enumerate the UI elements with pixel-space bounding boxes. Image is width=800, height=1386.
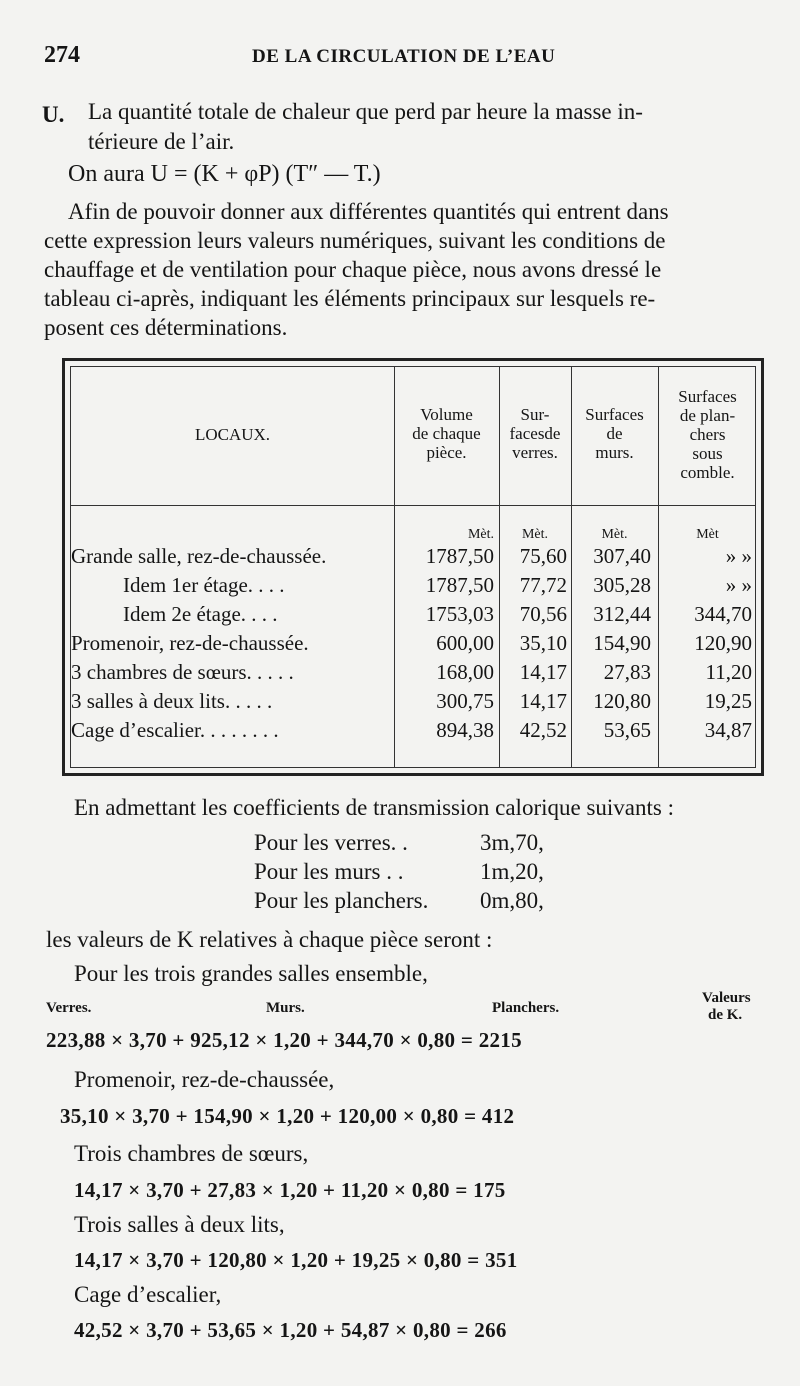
header-planchers: Surfaces de plan- chers sous comble. xyxy=(678,387,737,482)
k-section-title: Trois salles à deux lits, xyxy=(74,1212,285,1237)
k-intro: les valeurs de K relatives à chaque pièce seront : xyxy=(46,927,493,952)
cell-murs: 305,28 xyxy=(593,573,651,597)
coefficient-label: Pour les verres. . xyxy=(254,830,408,855)
k-equation: 223,88 × 3,70 + 925,12 × 1,20 + 344,70 × 0,80 = 2215 xyxy=(46,1028,522,1052)
coefficient-value: 3m,70, xyxy=(480,830,544,855)
cell-verres: 14,17 xyxy=(519,689,567,713)
k-col-planchers: Planchers. xyxy=(492,1000,560,1016)
coefficient-label: Pour les murs . . xyxy=(254,859,404,884)
k-section-title: Cage d’escalier, xyxy=(74,1282,222,1307)
header-murs: Surfaces de murs. xyxy=(585,405,644,462)
cell-planchers: 344,70 xyxy=(694,602,752,626)
k-equation: 14,17 × 3,70 + 120,80 × 1,20 + 19,25 × 0,80 = 351 xyxy=(74,1248,518,1272)
cell-verres: 75,60 xyxy=(519,544,567,568)
cell-murs: 312,44 xyxy=(593,602,651,626)
paragraph-line-2: cette expression leurs valeurs numériques, suivant les conditions de xyxy=(44,228,666,253)
k-equation: 14,17 × 3,70 + 27,83 × 1,20 + 11,20 × 0,80 = 175 xyxy=(74,1178,506,1202)
cell-verres: 70,56 xyxy=(519,602,567,626)
cell-volume: 1787,50 xyxy=(425,544,494,568)
k-col-valeurs: Valeurs xyxy=(702,990,751,1006)
cell-planchers: 11,20 xyxy=(705,660,752,684)
coefficients-intro: En admettant les coefficients de transmission calorique suivants : xyxy=(74,795,674,820)
cell-volume: 600,00 xyxy=(436,631,494,655)
cell-verres: 35,10 xyxy=(519,631,567,655)
paragraph-line-1: Afin de pouvoir donner aux différentes quantités qui entrent dans xyxy=(68,199,669,224)
cell-planchers: 19,25 xyxy=(704,689,752,713)
page-number: 274 xyxy=(44,42,80,68)
cell-murs: 27,83 xyxy=(603,660,651,684)
cell-planchers: » » xyxy=(725,573,752,597)
row-label: Promenoir, rez-de-chaussée. xyxy=(71,631,309,655)
k-col-verres: Verres. xyxy=(46,1000,92,1016)
formula: On aura U = (K + φP) (T″ — T.) xyxy=(68,161,381,187)
header-divider xyxy=(71,505,755,506)
cell-verres: 77,72 xyxy=(519,573,567,597)
cell-volume: 168,00 xyxy=(436,660,494,684)
header-verres: Sur- facesde verres. xyxy=(509,405,561,462)
row-label: Idem 1er étage. . . . xyxy=(123,573,285,597)
cell-volume: 894,38 xyxy=(436,718,494,742)
unit-murs: Mèt. xyxy=(601,527,628,542)
k-equation: 42,52 × 3,70 + 53,65 × 1,20 + 54,87 × 0,80 = 266 xyxy=(74,1318,507,1342)
cell-volume: 1753,03 xyxy=(425,602,494,626)
cell-planchers: 120,90 xyxy=(694,631,752,655)
coefficient-value: 0m,80, xyxy=(480,888,544,913)
k-equation: 35,10 × 3,70 + 154,90 × 1,20 + 120,00 × 0,80 = 412 xyxy=(60,1104,515,1128)
cell-planchers: 34,87 xyxy=(704,718,752,742)
cell-murs: 307,40 xyxy=(593,544,651,568)
definition-letter: U. xyxy=(42,102,65,127)
row-label: Grande salle, rez-de-chaussée. xyxy=(71,544,327,568)
cell-volume: 1787,50 xyxy=(425,573,494,597)
cell-volume: 300,75 xyxy=(436,689,494,713)
cell-verres: 42,52 xyxy=(519,718,567,742)
k-section-title: Trois chambres de sœurs, xyxy=(74,1141,309,1166)
cell-planchers: » » xyxy=(725,544,752,568)
unit-volume: Mèt. xyxy=(467,527,494,542)
paragraph-line-4: tableau ci-après, indiquant les éléments principaux sur lesquels re- xyxy=(44,286,656,311)
k-section-title: Pour les trois grandes salles ensemble, xyxy=(74,961,428,986)
definition-line-2: térieure de l’air. xyxy=(88,129,235,154)
cell-murs: 120,80 xyxy=(593,689,651,713)
unit-planchers: Mèt xyxy=(696,527,719,542)
paragraph-line-5: posent ces déterminations. xyxy=(44,315,288,340)
coefficient-value: 1m,20, xyxy=(480,859,544,884)
cell-murs: 53,65 xyxy=(603,718,651,742)
definition-line-1: La quantité totale de chaleur que perd par heure la masse in- xyxy=(88,99,643,124)
coefficient-label: Pour les planchers. xyxy=(254,888,429,913)
row-label: 3 chambres de sœurs. . . . . xyxy=(71,660,294,684)
row-label: 3 salles à deux lits. . . . . xyxy=(71,689,273,713)
data-table xyxy=(62,358,764,776)
row-label: Idem 2e étage. . . . xyxy=(123,602,278,626)
running-head: DE LA CIRCULATION DE L’EAU xyxy=(252,46,556,67)
page-header xyxy=(44,40,740,72)
header-locaux: LOCAUX. xyxy=(194,425,271,444)
k-col-murs: Murs. xyxy=(266,1000,305,1016)
data-table-inner xyxy=(70,366,756,768)
cell-murs: 154,90 xyxy=(593,631,651,655)
cell-verres: 14,17 xyxy=(519,660,567,684)
row-label: Cage d’escalier. . . . . . . . xyxy=(71,718,279,742)
header-volume: Volume de chaque pièce. xyxy=(412,405,481,462)
k-col-valeurs-2: de K. xyxy=(708,1007,743,1023)
k-section-title: Promenoir, rez-de-chaussée, xyxy=(74,1067,335,1092)
unit-verres: Mèt. xyxy=(521,527,549,542)
paragraph-line-3: chauffage et de ventilation pour chaque pièce, nous avons dressé le xyxy=(44,257,662,282)
